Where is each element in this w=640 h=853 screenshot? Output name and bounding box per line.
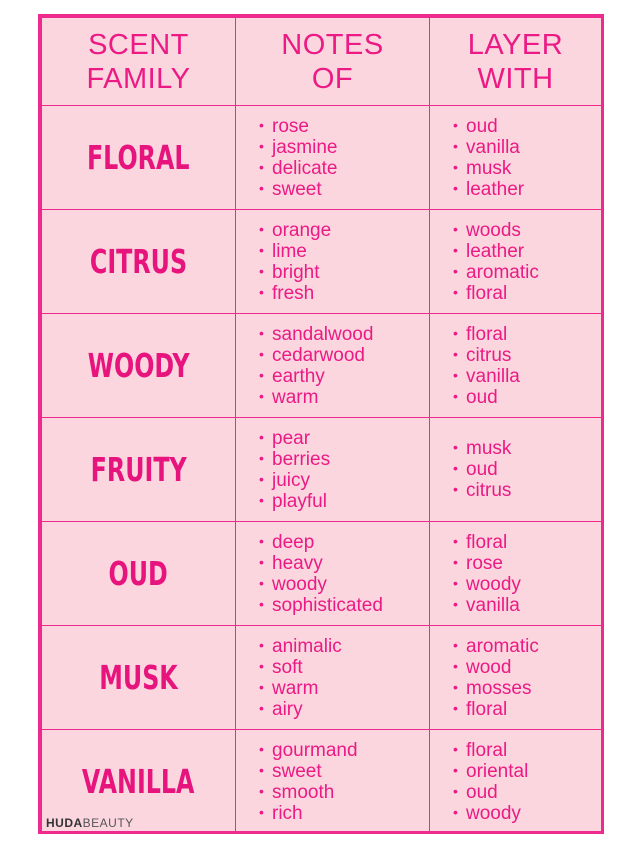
list-item: • woody bbox=[272, 574, 429, 595]
table-row bbox=[42, 418, 602, 522]
list-item: • leather bbox=[466, 241, 601, 262]
notes-list-cell bbox=[236, 730, 430, 834]
list-item: • warm bbox=[272, 387, 429, 408]
scent-family-cell bbox=[42, 522, 236, 626]
layer-with-list bbox=[430, 740, 601, 824]
list-item: • woods bbox=[466, 220, 601, 241]
table-row bbox=[42, 626, 602, 730]
table-row bbox=[42, 522, 602, 626]
notes-list bbox=[236, 636, 429, 720]
list-item: • aromatic bbox=[466, 262, 601, 283]
notes-list bbox=[236, 220, 429, 304]
scent-layering-chart bbox=[38, 14, 604, 834]
layer-with-list-cell bbox=[430, 314, 602, 418]
layer-with-list-cell bbox=[430, 106, 602, 210]
list-item: • oud bbox=[466, 782, 601, 803]
notes-list bbox=[236, 116, 429, 200]
list-item: • floral bbox=[466, 699, 601, 720]
list-item: • orange bbox=[272, 220, 429, 241]
scent-family-label: VANILLA bbox=[82, 762, 195, 801]
list-item: • deep bbox=[272, 532, 429, 553]
header-scent-family: SCENT FAMILY bbox=[42, 18, 236, 106]
list-item: • oud bbox=[466, 387, 601, 408]
layer-with-list-cell bbox=[430, 210, 602, 314]
list-item: • floral bbox=[466, 324, 601, 345]
brand-logo: HUDABEAUTY bbox=[46, 816, 134, 830]
layer-with-list bbox=[430, 116, 601, 200]
list-item: • wood bbox=[466, 657, 601, 678]
table-row bbox=[42, 314, 602, 418]
table-row bbox=[42, 106, 602, 210]
list-item: • vanilla bbox=[466, 137, 601, 158]
list-item: • earthy bbox=[272, 366, 429, 387]
scent-family-label: OUD bbox=[108, 554, 169, 593]
table-row bbox=[42, 210, 602, 314]
list-item: • aromatic bbox=[466, 636, 601, 657]
list-item: • warm bbox=[272, 678, 429, 699]
list-item: • sophisticated bbox=[272, 595, 429, 616]
scent-family-cell bbox=[42, 418, 236, 522]
notes-list-cell bbox=[236, 418, 430, 522]
layer-with-list-cell bbox=[430, 626, 602, 730]
list-item: • musk bbox=[466, 438, 601, 459]
list-item: • floral bbox=[466, 283, 601, 304]
scent-table bbox=[41, 17, 602, 834]
list-item: • pear bbox=[272, 428, 429, 449]
list-item: • oriental bbox=[466, 761, 601, 782]
scent-family-cell bbox=[42, 314, 236, 418]
notes-list bbox=[236, 532, 429, 616]
list-item: • airy bbox=[272, 699, 429, 720]
list-item: • lime bbox=[272, 241, 429, 262]
list-item: • vanilla bbox=[466, 595, 601, 616]
layer-with-list-cell bbox=[430, 522, 602, 626]
notes-list bbox=[236, 740, 429, 824]
list-item: • berries bbox=[272, 449, 429, 470]
notes-list bbox=[236, 428, 429, 512]
scent-family-cell bbox=[42, 626, 236, 730]
scent-family-label: FRUITY bbox=[90, 450, 187, 489]
list-item: • leather bbox=[466, 179, 601, 200]
list-item: • citrus bbox=[466, 345, 601, 366]
notes-list-cell bbox=[236, 210, 430, 314]
list-item: • rich bbox=[272, 803, 429, 824]
layer-with-list-cell bbox=[430, 418, 602, 522]
list-item: • smooth bbox=[272, 782, 429, 803]
header-row bbox=[42, 18, 602, 106]
header-notes-of: NOTES OF bbox=[236, 18, 430, 106]
notes-list-cell bbox=[236, 626, 430, 730]
list-item: • gourmand bbox=[272, 740, 429, 761]
list-item: • bright bbox=[272, 262, 429, 283]
header-layer-with: LAYER WITH bbox=[430, 18, 602, 106]
list-item: • animalic bbox=[272, 636, 429, 657]
scent-family-cell bbox=[42, 106, 236, 210]
list-item: • juicy bbox=[272, 470, 429, 491]
list-item: • mosses bbox=[466, 678, 601, 699]
layer-with-list bbox=[430, 438, 601, 501]
list-item: • heavy bbox=[272, 553, 429, 574]
scent-family-label: CITRUS bbox=[89, 242, 188, 281]
list-item: • soft bbox=[272, 657, 429, 678]
list-item: • playful bbox=[272, 491, 429, 512]
layer-with-list bbox=[430, 220, 601, 304]
list-item: • rose bbox=[466, 553, 601, 574]
layer-with-list-cell bbox=[430, 730, 602, 834]
list-item: • oud bbox=[466, 116, 601, 137]
list-item: • vanilla bbox=[466, 366, 601, 387]
scent-family-label: MUSK bbox=[99, 658, 178, 697]
notes-list-cell bbox=[236, 522, 430, 626]
list-item: • woody bbox=[466, 574, 601, 595]
list-item: • floral bbox=[466, 740, 601, 761]
list-item: • fresh bbox=[272, 283, 429, 304]
list-item: • citrus bbox=[466, 480, 601, 501]
notes-list-cell bbox=[236, 314, 430, 418]
list-item: • woody bbox=[466, 803, 601, 824]
list-item: • sweet bbox=[272, 179, 429, 200]
list-item: • cedarwood bbox=[272, 345, 429, 366]
scent-family-label: WOODY bbox=[87, 346, 190, 385]
list-item: • rose bbox=[272, 116, 429, 137]
list-item: • jasmine bbox=[272, 137, 429, 158]
list-item: • sweet bbox=[272, 761, 429, 782]
scent-family-label: FLORAL bbox=[87, 138, 190, 177]
layer-with-list bbox=[430, 324, 601, 408]
list-item: • musk bbox=[466, 158, 601, 179]
layer-with-list bbox=[430, 532, 601, 616]
list-item: • floral bbox=[466, 532, 601, 553]
list-item: • delicate bbox=[272, 158, 429, 179]
list-item: • oud bbox=[466, 459, 601, 480]
layer-with-list bbox=[430, 636, 601, 720]
notes-list-cell bbox=[236, 106, 430, 210]
notes-list bbox=[236, 324, 429, 408]
scent-family-cell bbox=[42, 210, 236, 314]
list-item: • sandalwood bbox=[272, 324, 429, 345]
